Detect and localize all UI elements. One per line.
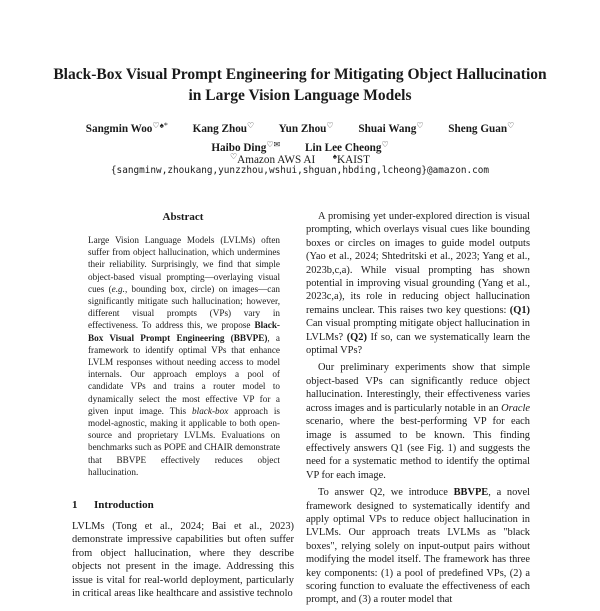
body-paragraph: A promising yet under-explored direction is visual prompting, which overlays visual cues like bounding boxes or circles on images to guide model outputs (Yao et al., 2024; Shtedritski et al., 2023; Yang et al., 2023b,c,a). While visual prompting has shown potential in improving visual grounding (Yang et al., 2023c,a), its role in reducing object hallucination remains unclear. This raises two key questions: (Q1) Can visual prompting mitigate object hallucination in LVLMs? (Q2) If so, can we systematically learn the optimal VPs? xyxy=(306,211,530,357)
author: Yun Zhou♡ xyxy=(278,121,334,135)
left-column xyxy=(72,210,294,601)
author: Lin Lee Cheong♡ xyxy=(305,140,389,154)
author: Kang Zhou♡ xyxy=(192,121,255,135)
author: Sheng Guan♡ xyxy=(448,121,515,135)
affiliation-mark: ♠ xyxy=(332,152,338,161)
paper-title xyxy=(40,64,560,106)
author-row-1 xyxy=(30,118,570,137)
body-paragraph: To answer Q2, we introduce BBVPE, a novel framework designed to systematically identify and apply optimal VPs to reduce object hallucination in LVLMs. Our approach treats LVLMs as "black boxes", relying solely on input-output pairs without modifying the model itself. The framework has three key components: (1) a pool of predefined VPs, (2) a scoring function to evaluate the effectiveness of each prompt, and (3) a router model that xyxy=(306,487,530,606)
affiliation-mark: ♡ xyxy=(230,152,238,161)
body-paragraph: Our preliminary experiments show that simple object-based VPs can significantly reduce object hallucination. Interestingly, their effectiveness varies across images and is particularly notable in an Oracle scenario, where the best-performing VP for each image is assumed to be known. This finding effectively answers Q1 (see Fig. 1) and suggests the need for a systematic method to identify the optimal VP for each image. xyxy=(306,362,530,481)
author: Sangmin Woo♡♠* xyxy=(85,121,168,135)
title-line-2: in Large Vision Language Models xyxy=(188,87,412,104)
intro-paragraph: LVLMs (Tong et al., 2024; Bai et al., 2023) demonstrate impressive capabilities but often suffer from object hallucination, where they describe objects not present in the image. Addressing this issue is vital for real-world deployment, particularly in critical areas like healthcare and assistive technolo xyxy=(72,521,294,600)
author-emails: {sangminw,zhoukang,yunzzhou,wshui,shguan,hbding,lcheong}@amazon.com xyxy=(110,165,490,176)
section-heading-introduction: 1 Introduction xyxy=(72,499,154,512)
right-column xyxy=(306,210,530,611)
title-line-1: Black-Box Visual Prompt Engineering for Mitigating Object Hallucination xyxy=(53,66,547,83)
author: Haibo Ding♡✉ xyxy=(211,140,281,154)
author: Shuai Wang♡ xyxy=(358,121,424,135)
affiliation-amazon: Amazon AWS AI xyxy=(237,154,316,166)
affiliation-kaist: KAIST xyxy=(337,154,370,166)
abstract-text: Large Vision Language Models (LVLMs) often suffer from object hallucination, which undermines their reliability. Surprisingly, we find that simple object-based visual prompting—overlaying visual cues (e.g., bounding box, circle) on images—can significantly mitigate such hallucination; however, different visual prompts (VPs) vary in effectiveness. To address this, we propose Black-Box Visual Prompt Engineering (BBVPE), a framework to identify optimal VPs that enhance LVLM responses without needing access to model internals. Our approach employs a pool of candidate VPs and trains a router model to dynamically select the most effective VP for a given input image. This black-box approach is model-agnostic, making it applicable to both open-source and proprietary LVLMs. Evaluations on benchmarks such as POPE and CHAIR demonstrate that BBVPE effectively reduces object hallucination. xyxy=(88,235,281,477)
abstract-heading: Abstract xyxy=(162,211,204,223)
